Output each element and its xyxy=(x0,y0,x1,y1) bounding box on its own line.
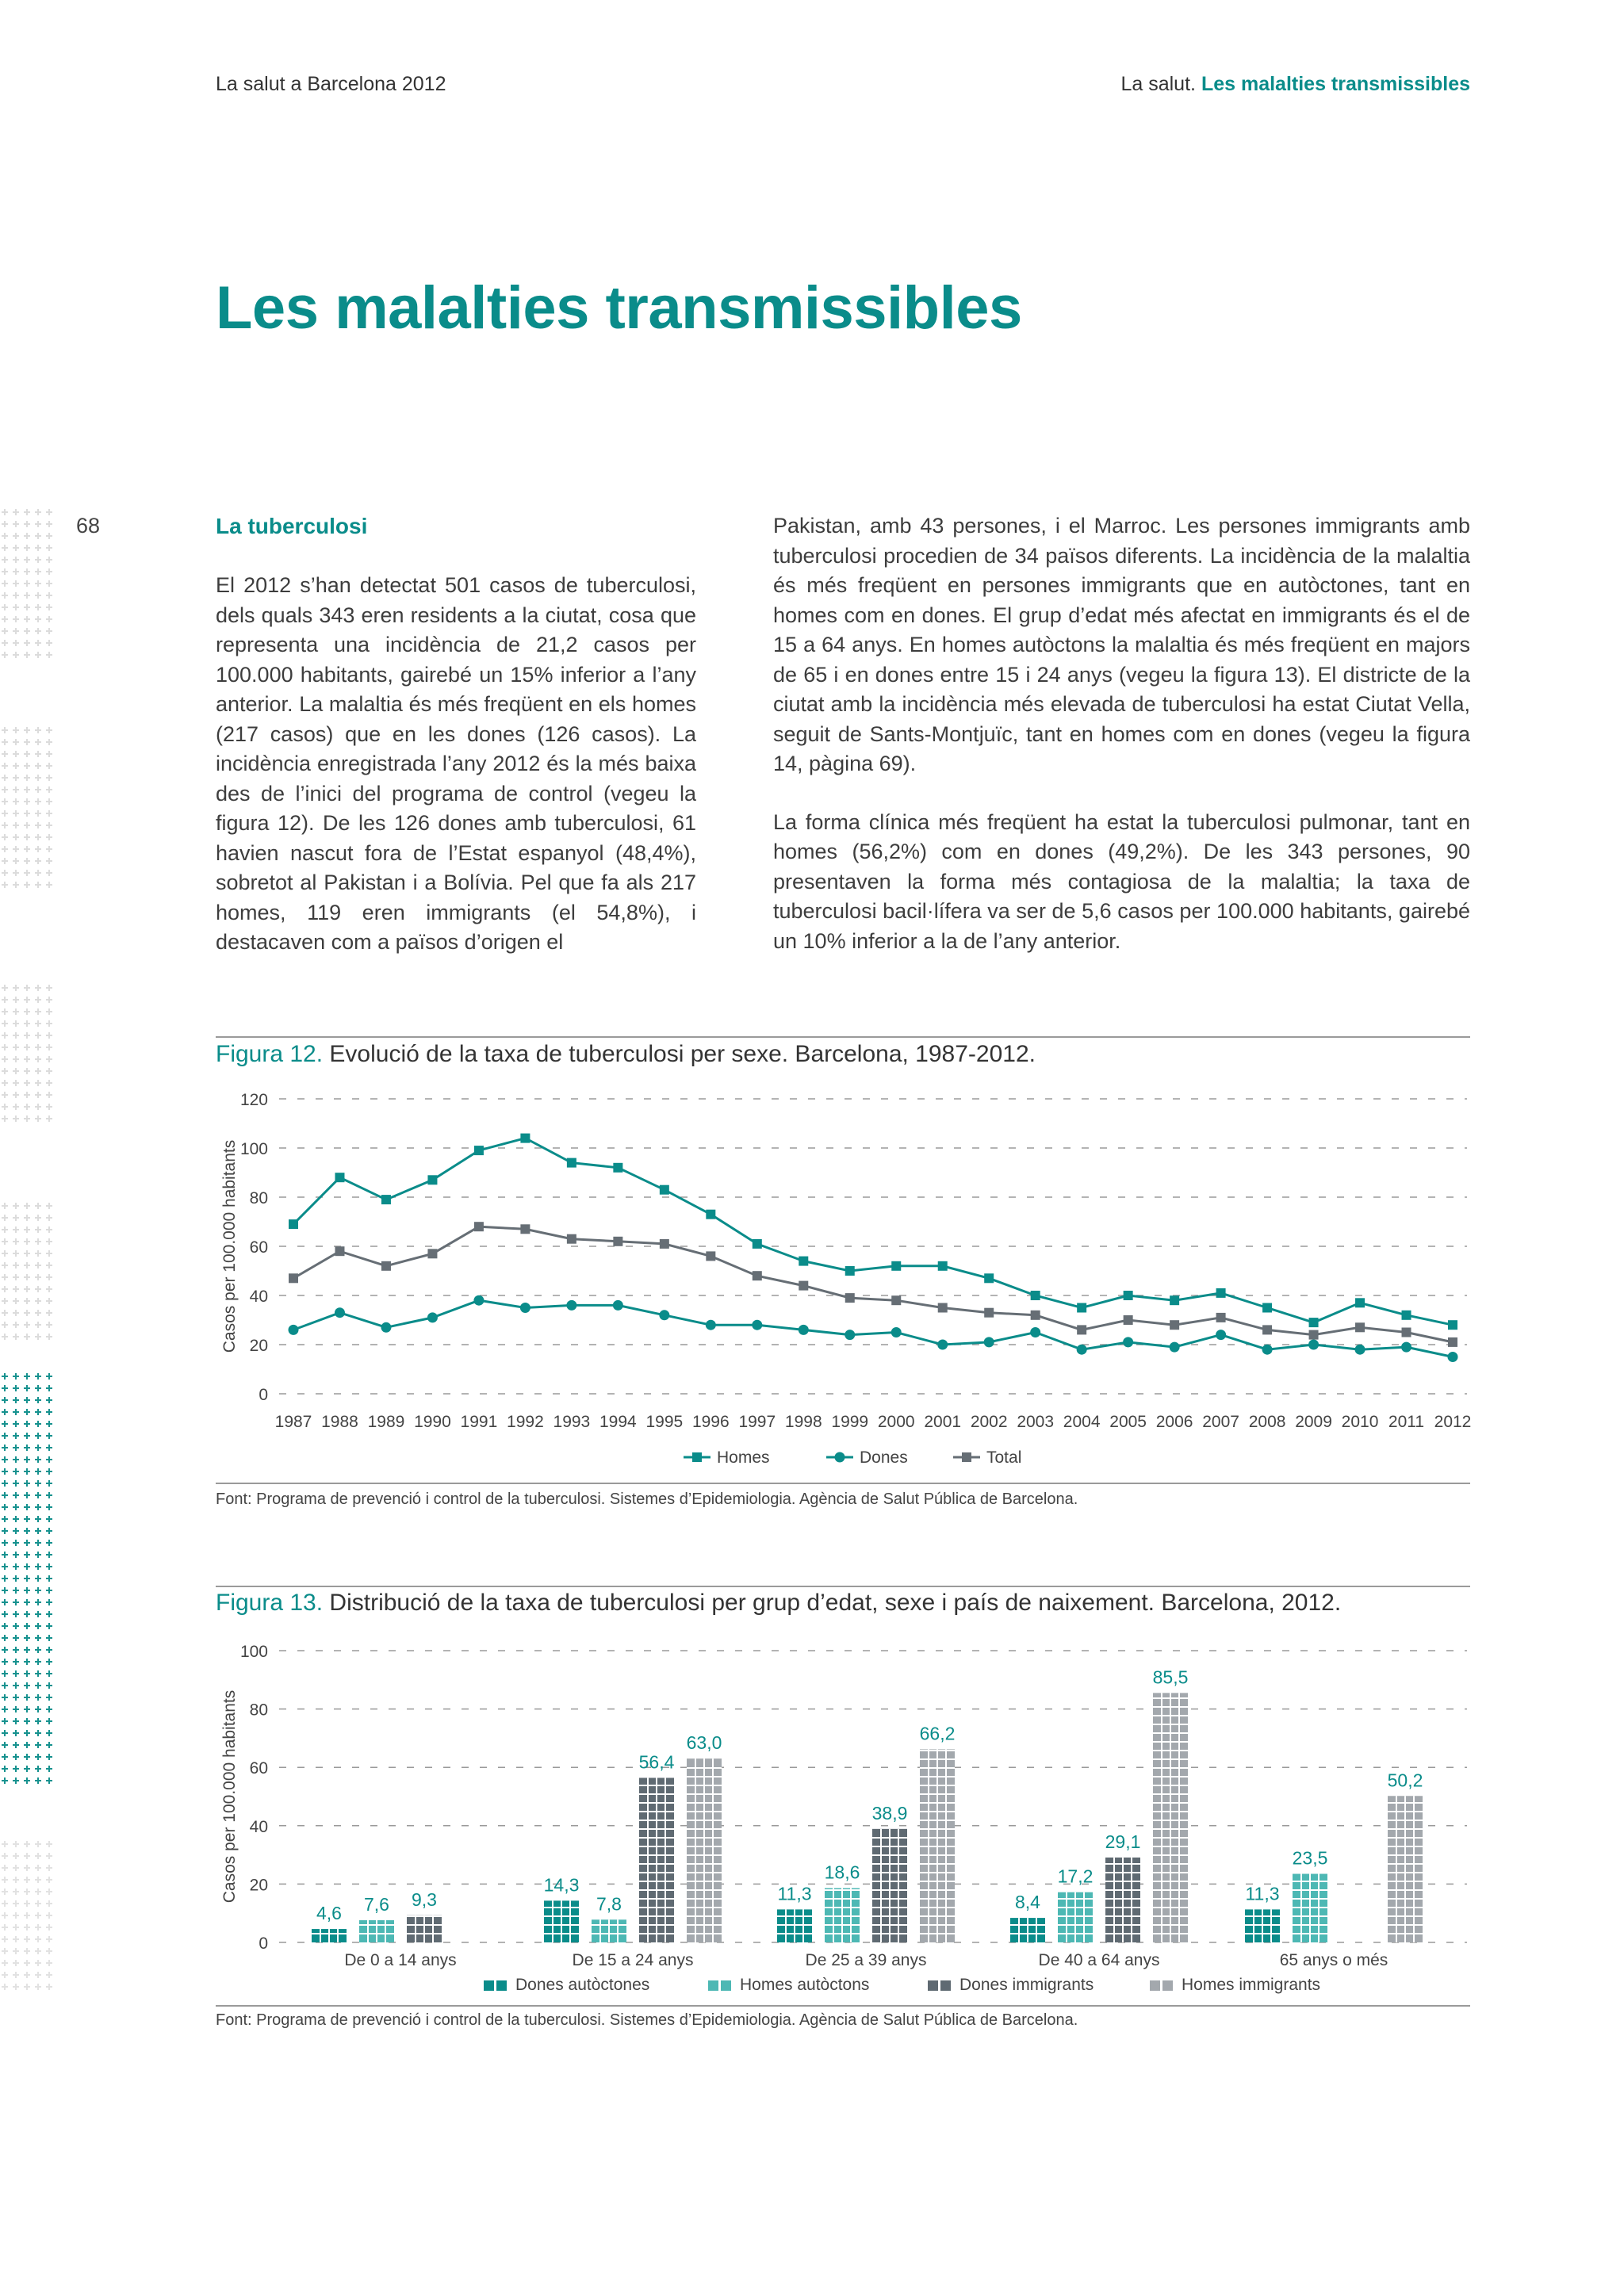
x-tick-label: 1988 xyxy=(321,1413,358,1431)
x-tick-label: 1993 xyxy=(553,1413,591,1431)
legend-swatch xyxy=(1150,1980,1173,1991)
bar xyxy=(777,1909,812,1942)
figure13-source: Font: Programa de prevenció i control de la tuberculosi. Sistemes d’Epidemiologia. Agència de Salut Pública de Barcelona. xyxy=(216,2011,1078,2029)
bar xyxy=(687,1758,722,1942)
figure13-bottom-rule xyxy=(216,2005,1470,2007)
x-tick-label: 2006 xyxy=(1155,1413,1193,1431)
x-tick-label: 2011 xyxy=(1388,1413,1425,1431)
category-label: De 15 a 24 anys xyxy=(572,1951,694,1969)
data-label: 85,5 xyxy=(1152,1667,1189,1688)
x-tick-label: 2003 xyxy=(1017,1413,1055,1431)
y-axis-label: Casos per 100.000 habitants xyxy=(220,1689,239,1904)
page-number: 68 xyxy=(76,514,101,538)
paragraph-1: El 2012 s’han detectat 501 casos de tuberculosi, dels quals 343 eren residents a la ciutat, cosa que representa una incidència de 21,2 casos per 100.000 habitants, gairebé un 15% inferior a l’any anterior. La malaltia és més freqüent en els homes (217 casos) que en les dones (126 casos). La incidència enregistrada l’any 2012 és la més baixa des de l’inici del programa de control (vegeu la figura 12). De les 126 dones amb tuberculosi, 61 havien nascut fora de l’Estat espanyol (48,4%), sobretot al Pakistan i a Bolívia. Pel que fa als 217 homes, 119 eren immigrants (el 54,8%), i destacaven com a països d’origen el xyxy=(216,573,696,954)
figure12-label: Figura 12. xyxy=(216,1041,324,1067)
y-tick-label: 40 xyxy=(249,1288,268,1306)
y-tick-label: 100 xyxy=(239,1140,268,1158)
page-title: Les malalties transmissibles xyxy=(216,274,1022,342)
x-tick-label: 1987 xyxy=(274,1413,312,1431)
category-label: De 40 a 64 anys xyxy=(1038,1951,1160,1969)
data-label: 29,1 xyxy=(1105,1831,1141,1852)
legend-swatch-part xyxy=(496,1980,507,1991)
bar xyxy=(1010,1918,1045,1942)
paragraph-2: Pakistan, amb 43 persones, i el Marroc. Les persones immigrants amb tuberculosi procedien de 34 països diferents. La incidència de la malaltia és més freqüent en persones immigrants que en autòctones, tant en homes com en dones. El grup d’edat més afectat en immigrants és el de 15 a 64 anys. En homes autòctons la malaltia és més freqüent en majors de 65 i en dones entre 15 i 24 anys (vegeu la figura 13). El districte de la ciutat amb la incidència més elevada de tuberculosi ha estat Ciutat Vella, seguit de Sants-Montjuïc, tant en homes com en dones (vegeu la figura 14, pàgina 69). xyxy=(773,514,1470,775)
y-tick-label: 120 xyxy=(239,1091,268,1109)
x-tick-label: 1991 xyxy=(460,1413,498,1431)
bar xyxy=(1058,1892,1093,1942)
legend-label: Homes xyxy=(717,1448,770,1467)
y-tick-label: 60 xyxy=(249,1238,268,1257)
data-label: 17,2 xyxy=(1057,1866,1094,1887)
legend-label: Total xyxy=(986,1448,1022,1467)
data-label: 7,6 xyxy=(364,1894,389,1915)
data-label: 14,3 xyxy=(543,1874,580,1896)
x-tick-label: 2012 xyxy=(1434,1413,1472,1431)
legend-swatch xyxy=(928,1980,951,1991)
bar xyxy=(407,1915,442,1942)
x-tick-label: 2004 xyxy=(1063,1413,1101,1431)
y-tick-label: 0 xyxy=(259,1386,268,1404)
data-label: 56,4 xyxy=(638,1751,675,1773)
figure12-source: Font: Programa de prevenció i control de la tuberculosi. Sistemes d’Epidemiologia. Agència de Salut Pública de Barcelona. xyxy=(216,1490,1078,1508)
bar xyxy=(312,1929,347,1942)
x-tick-label: 1994 xyxy=(599,1413,637,1431)
x-tick-label: 1990 xyxy=(414,1413,451,1431)
y-tick-label: 20 xyxy=(249,1876,268,1895)
legend-swatch-part xyxy=(721,1980,731,1991)
data-label: 4,6 xyxy=(316,1903,342,1924)
x-tick-label: 1999 xyxy=(831,1413,869,1431)
running-header-chapter: Les malalties transmissibles xyxy=(1201,73,1470,95)
bar xyxy=(1388,1796,1423,1942)
section-heading: La tuberculosi xyxy=(216,514,368,538)
category-label: De 0 a 14 anys xyxy=(344,1951,457,1969)
data-label: 11,3 xyxy=(777,1883,812,1904)
bar xyxy=(1245,1909,1280,1942)
category-label: 65 anys o més xyxy=(1279,1951,1388,1969)
bar xyxy=(825,1888,860,1942)
x-tick-label: 2007 xyxy=(1202,1413,1239,1431)
x-tick-label: 1996 xyxy=(691,1413,730,1431)
bar xyxy=(544,1900,579,1942)
y-axis-label: Casos per 100.000 habitants xyxy=(220,1139,239,1353)
x-tick-label: 1989 xyxy=(367,1413,405,1431)
legend-label: Dones immigrants xyxy=(959,1976,1094,1994)
legend-swatch-part xyxy=(708,1980,718,1991)
paragraph-3: La forma clínica més freqüent ha estat la tuberculosi pulmonar, tant en homes (56,2%) com en dones (49,2%). De les 343 persones, 90 presentaven la forma més contagiosa de la malaltia; la taxa de tuberculosi bacil·lífera va ser de 5,6 casos per 100.000 habitants, gairebé un 10% inferior a la de l’any anterior. xyxy=(773,809,1470,953)
legend-label: Homes immigrants xyxy=(1182,1976,1321,1994)
y-tick-label: 40 xyxy=(249,1817,268,1836)
bar xyxy=(1293,1874,1327,1942)
running-header-left: La salut a Barcelona 2012 xyxy=(216,73,446,95)
bar xyxy=(592,1919,626,1942)
x-tick-label: 2005 xyxy=(1109,1413,1147,1431)
data-label: 9,3 xyxy=(412,1888,437,1910)
running-header-section: La salut. xyxy=(1120,73,1196,95)
x-tick-label: 2010 xyxy=(1341,1413,1379,1431)
legend-label: Dones autòctones xyxy=(515,1976,650,1994)
bar xyxy=(920,1749,955,1942)
legend-swatch-part xyxy=(1162,1980,1173,1991)
legend-swatch-part xyxy=(940,1980,951,1991)
data-label: 23,5 xyxy=(1292,1847,1328,1869)
y-tick-label: 80 xyxy=(249,1701,268,1720)
x-tick-label: 1992 xyxy=(507,1413,544,1431)
bar xyxy=(872,1829,907,1942)
legend-swatch xyxy=(708,1980,731,1991)
x-tick-label: 1998 xyxy=(784,1413,822,1431)
data-label: 7,8 xyxy=(596,1893,622,1915)
bar xyxy=(639,1777,674,1942)
data-label: 66,2 xyxy=(919,1723,956,1744)
legend-label: Dones xyxy=(860,1448,908,1467)
data-label: 50,2 xyxy=(1387,1770,1423,1791)
x-tick-label: 2000 xyxy=(877,1413,915,1431)
bar xyxy=(1153,1693,1188,1942)
x-tick-label: 1995 xyxy=(645,1413,684,1431)
legend-label: Homes autòctons xyxy=(740,1976,870,1994)
y-tick-label: 60 xyxy=(249,1759,268,1778)
legend-swatch xyxy=(484,1980,507,1991)
legend-swatch-part xyxy=(484,1980,494,1991)
figure13-caption: Distribució de la taxa de tuberculosi per grup d’edat, sexe i país de naixement. Barcelona, 2012. xyxy=(329,1590,1342,1616)
x-tick-label: 2008 xyxy=(1248,1413,1286,1431)
x-tick-label: 2001 xyxy=(924,1413,962,1431)
x-tick-label: 2009 xyxy=(1295,1413,1332,1431)
bar xyxy=(359,1920,394,1942)
y-tick-label: 0 xyxy=(259,1934,268,1953)
figure13-label: Figura 13. xyxy=(216,1590,324,1616)
y-tick-label: 20 xyxy=(249,1337,268,1355)
y-tick-label: 100 xyxy=(239,1643,268,1661)
data-label: 8,4 xyxy=(1015,1892,1040,1913)
data-label: 63,0 xyxy=(686,1732,722,1754)
data-label: 18,6 xyxy=(824,1862,860,1883)
bar xyxy=(1105,1858,1140,1942)
legend-swatch-part xyxy=(1150,1980,1160,1991)
x-tick-label: 1997 xyxy=(738,1413,776,1431)
figure12-caption: Evolució de la taxa de tuberculosi per sexe. Barcelona, 1987-2012. xyxy=(329,1041,1036,1067)
x-tick-label: 2002 xyxy=(970,1413,1008,1431)
category-label: De 25 a 39 anys xyxy=(805,1951,927,1969)
legend-swatch-part xyxy=(928,1980,938,1991)
data-label: 11,3 xyxy=(1245,1883,1280,1904)
y-tick-label: 80 xyxy=(249,1189,268,1207)
data-label: 38,9 xyxy=(871,1802,908,1823)
